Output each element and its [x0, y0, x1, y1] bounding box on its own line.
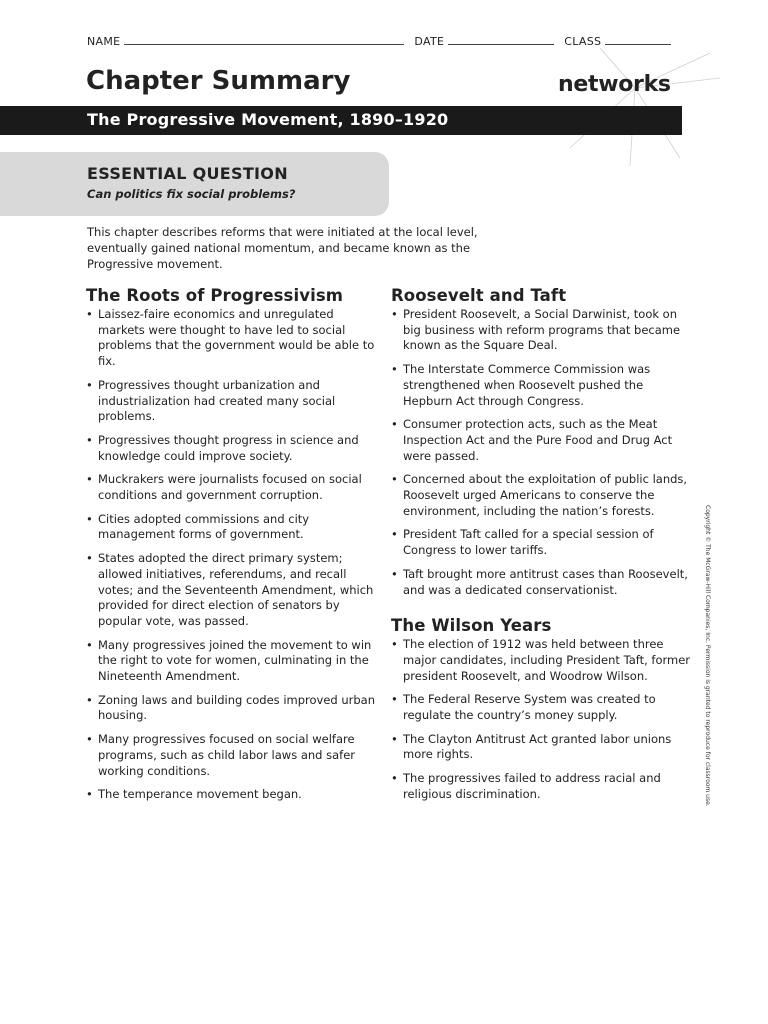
networks-logo: networks — [558, 72, 671, 97]
class-label: CLASS — [564, 35, 602, 48]
section-title-wilson: The Wilson Years — [391, 616, 552, 636]
list-item: • Many progressives joined the movement to win the right to vote for women, culminating in the Nineteenth Amendment. — [86, 638, 382, 685]
list-item: • The Interstate Commerce Commission was strengthened when Roosevelt pushed the Hepburn Act through Congress. — [391, 362, 691, 409]
essential-question-heading: ESSENTIAL QUESTION — [87, 164, 288, 183]
page-title: Chapter Summary — [86, 66, 351, 96]
list-item: • Cities adopted commissions and city management forms of government. — [86, 512, 382, 543]
list-item: • States adopted the direct primary system; allowed initiatives, referendums, and recall votes; and the Seventeenth Amendment, which provided for direct election of senators by popular vote, was passed. — [86, 551, 382, 630]
wilson-bullet-list — [391, 637, 691, 802]
section-title-roosevelt-taft: Roosevelt and Taft — [391, 286, 567, 305]
list-item: • The temperance movement began. — [86, 787, 382, 803]
section-title-roots: The Roots of Progressivism — [86, 286, 344, 305]
list-item: • Progressives thought progress in science and knowledge could improve society. — [86, 433, 382, 464]
list-item: • The progressives failed to address racial and religious discrimination. — [391, 771, 691, 802]
date-label: DATE — [414, 35, 445, 48]
list-item: • Concerned about the exploitation of public lands, Roosevelt urged Americans to conserve the environment, including the nation’s forests. — [391, 472, 691, 519]
list-item: • Taft brought more antitrust cases than Roosevelt, and was a dedicated conservationist. — [391, 567, 691, 598]
list-item: • President Roosevelt, a Social Darwinist, took on big business with reform programs that became known as the Square Deal. — [391, 307, 691, 354]
name-field-line — [124, 34, 404, 45]
name-label: NAME — [87, 35, 121, 48]
list-item: • Many progressives focused on social welfare programs, such as child labor laws and safer working conditions. — [86, 732, 382, 779]
list-item: • The Clayton Antitrust Act granted labor unions more rights. — [391, 732, 691, 763]
list-item: • Laissez-faire economics and unregulated markets were thought to have led to social problems that the government would be able to fix. — [86, 307, 382, 370]
class-field-line — [605, 34, 671, 45]
date-field-line — [448, 34, 554, 45]
list-item: • The Federal Reserve System was created to regulate the country’s money supply. — [391, 692, 691, 723]
essential-question-text: Can politics fix social problems? — [87, 187, 296, 201]
header-fields — [87, 34, 687, 48]
roosevelt-bullet-list — [391, 307, 691, 598]
list-item: • The election of 1912 was held between three major candidates, including President Taft, former president Roosevelt, and Woodrow Wilson. — [391, 637, 691, 684]
copyright-notice: Copyright © The McGraw-Hill Companies, Inc. Permission is granted to reproduce for classroom use. — [704, 505, 711, 807]
right-column — [391, 286, 691, 811]
left-column — [86, 286, 382, 811]
list-item: • Consumer protection acts, such as the Meat Inspection Act and the Pure Food and Drug Act were passed. — [391, 417, 691, 464]
list-item: • Progressives thought urbanization and industrialization had created many social problems. — [86, 378, 382, 425]
essential-question-box — [0, 152, 389, 216]
list-item: • Muckrakers were journalists focused on social conditions and government corruption. — [86, 472, 382, 503]
intro-paragraph: This chapter describes reforms that were initiated at the local level, eventually gained national momentum, and became known as the Progressive movement. — [87, 225, 478, 271]
list-item: • President Taft called for a special session of Congress to lower tariffs. — [391, 527, 691, 558]
chapter-subtitle: The Progressive Movement, 1890–1920 — [87, 110, 449, 129]
roots-bullet-list — [86, 307, 382, 803]
list-item: • Zoning laws and building codes improved urban housing. — [86, 693, 382, 724]
